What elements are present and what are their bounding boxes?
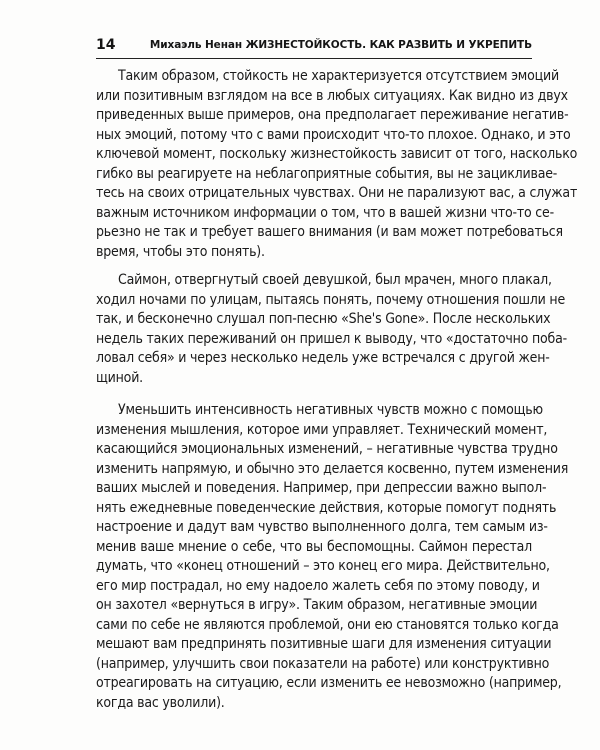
text-line: нять ежедневные поведенческие действия, которые помогут поднять — [96, 499, 557, 516]
paragraph-2 — [96, 271, 567, 388]
text-line: сами по себе не являются проблемой, они ею становятся только когда — [96, 616, 559, 633]
page-number: 14 — [96, 37, 116, 53]
text-line: время, чтобы это понять). — [96, 243, 265, 260]
book-title: ЖИЗНЕСТОЙКОСТЬ. КАК РАЗВИТЬ И УКРЕПИТЬ — [245, 39, 532, 51]
text-line: отреагировать на ситуацию, если изменить ее невозможно (например, — [96, 675, 562, 691]
text-line: он захотел «вернуться в игру». Таким образом, негативные эмоции — [96, 597, 538, 613]
text-line: касающийся эмоциональных изменений, – негативные чувства трудно — [96, 441, 558, 457]
text-line: менив ваше мнение о себе, что вы беспомощны. Саймон перестал — [96, 538, 532, 555]
text-line: когда вас уволили). — [96, 694, 225, 711]
text-line: его мир пострадал, но ему надоело жалеть себя по этому поводу, и — [96, 577, 540, 594]
text-line: думать, что «конец отношений – это конец его мира. Действительно, — [96, 558, 550, 574]
text-line: приведенных выше примеров, она предполагает переживание негатив- — [96, 107, 569, 123]
text-line: или позитивным взглядом на все в любых ситуациях. Как видно из двух — [96, 87, 568, 104]
text-line: гибко вы реагируете на неблагоприятные события, вы не зацикливае- — [96, 165, 558, 182]
text-line: изменить напрямую, и обычно это делается косвенно, путем изменения — [96, 460, 569, 477]
author-name: Михаэль Ненан — [149, 39, 242, 51]
text-line: (например, улучшить свои показатели на работе) или конструктивно — [96, 655, 550, 672]
page-header — [96, 36, 532, 59]
text-line: рьезно не так и требует вашего внимания (и вам может потребоваться — [96, 224, 563, 240]
text-line: мешают вам предпринять позитивные шаги для изменения ситуации — [96, 636, 552, 652]
text-line: ных эмоций, потому что с вами происходит что-то плохое. Однако, и это — [96, 126, 571, 143]
paragraph-3 — [96, 401, 569, 713]
text-line: изменения мышления, которое ими управляет. Технический момент, — [96, 421, 548, 438]
text-line: так, и бесконечно слушал поп-песню «She's Gone». После нескольких — [96, 311, 551, 327]
text-line: Таким образом, стойкость не характеризуется отсутствием эмоций — [118, 68, 559, 84]
text-line: ключевой момент, поскольку жизнестойкость зависит от того, насколько — [96, 146, 578, 162]
text-line: Уменьшить интенсивность негативных чувств можно с помощью — [118, 402, 543, 418]
text-line: ваших мыслей и поведения. Например, при депрессии важно выпол- — [96, 480, 547, 496]
text-line: тесь на своих отрицательных чувствах. Они не парализуют вас, а служат — [96, 185, 578, 201]
paragraph-1 — [96, 67, 578, 262]
text-line: важным источником информации о том, что в вашей жизни что-то се- — [96, 204, 554, 221]
text-line: щиной. — [96, 369, 143, 386]
text-line: Саймон, отвергнутый своей девушкой, был мрачен, много плакал, — [118, 272, 552, 288]
text-line: недель таких переживаний он пришел к выводу, что «достаточно поба- — [96, 330, 567, 347]
text-line: ловал себя» и через несколько недель уже встречался с другой жен- — [96, 350, 550, 366]
running-head — [150, 39, 532, 51]
text-line: настроение и дадут вам чувство выполненного долга, тем самым из- — [96, 519, 548, 535]
text-line: ходил ночами по улицам, пытаясь понять, почему отношения пошли не — [96, 291, 566, 308]
